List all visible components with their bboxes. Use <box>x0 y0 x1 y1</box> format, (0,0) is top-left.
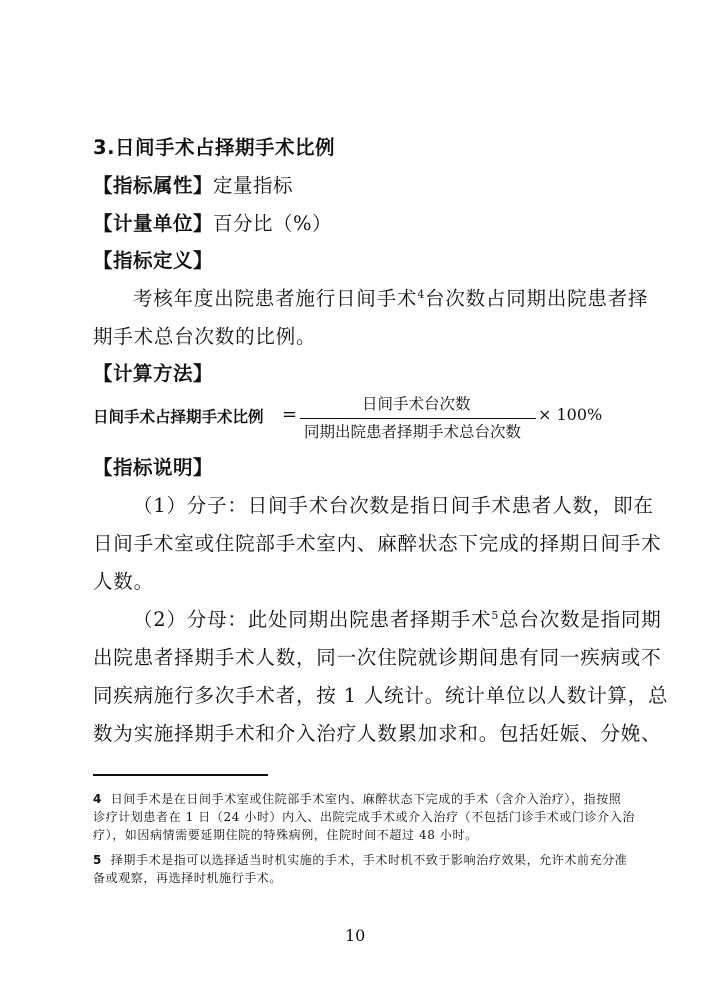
footnote-rule <box>93 774 268 776</box>
explanation-p1-line2: 日间手术室或住院部手术室内、麻醉状态下完成的择期日间手术 <box>93 532 662 555</box>
section-number: 3. <box>93 136 115 159</box>
explanation-p1-line1: （1）分子：日间手术台次数是指日间手术患者人数，即在 <box>133 494 654 517</box>
explanation-p2-line2: 出院患者择期手术人数，同一次住院就诊期间患有同一疾病或不 <box>93 646 662 669</box>
attribute-label: 【指标属性】 <box>93 174 214 197</box>
explanation-label: 【指标说明】 <box>93 456 214 479</box>
unit-row <box>93 208 332 236</box>
formula-multiplier: × 100% <box>538 405 603 424</box>
explanation-p1-line3: 人数。 <box>93 570 154 593</box>
footnote-5-number: 5 <box>93 853 102 867</box>
formula-equals: = <box>282 404 298 425</box>
explanation-p2-line4: 数为实施择期手术和介入治疗人数累加求和。包括妊娠、分娩、 <box>93 722 662 745</box>
formula-denominator: 同期出院患者择期手术总台次数 <box>304 423 522 441</box>
formula-left: 日间手术占择期手术比例 <box>93 408 264 426</box>
method-label: 【计算方法】 <box>93 362 214 385</box>
definition-label: 【指标定义】 <box>93 249 214 272</box>
definition-text-b: 台次数占同期出院患者择 <box>425 287 649 310</box>
footnote-4-line2: 诊疗计划患者在 1 日（24 小时）内入、出院完成手术或介入治疗（不包括门诊手术或门诊介入治 <box>93 810 635 824</box>
explanation-p2-line3: 同疾病施行多次手术者，按 1 人统计。统计单位以人数计算，总 <box>93 684 669 707</box>
p2-text-a: （2）分母：此处同期出院患者择期手术 <box>133 608 492 631</box>
footnote-5-line1: 择期手术是指可以选择适当时机实施的手术，手术时机不致于影响治疗效果，允许术前充分准 <box>110 853 628 867</box>
footnote-4-number: 4 <box>93 792 102 806</box>
footnote-5-line2: 备或观察，再选择时机施行手术。 <box>93 871 283 885</box>
footnote-5 <box>93 851 627 887</box>
footnote-4-line3: 疗），如因病情需要延期住院的特殊病例，住院时间不超过 48 小时。 <box>93 828 478 842</box>
explanation-p2-line1 <box>133 604 662 632</box>
page-number: 10 <box>345 926 366 945</box>
p2-text-b: 总台次数是指同期 <box>499 608 662 631</box>
section-title <box>93 132 335 160</box>
footnote-ref-5: 5 <box>491 609 500 622</box>
footnote-4 <box>93 790 635 844</box>
definition-line-1 <box>133 283 648 311</box>
formula-numerator: 日间手术台次数 <box>362 395 471 413</box>
definition-text-a: 考核年度出院患者施行日间手术 <box>133 287 418 310</box>
definition-line-2: 期手术总台次数的比例。 <box>93 325 317 348</box>
footnote-4-line1: 日间手术是在日间手术室或住院部手术室内、麻醉状态下完成的手术（含介入治疗），指按照 <box>110 792 622 806</box>
unit-value: 百分比（%） <box>213 212 333 235</box>
unit-label: 【计量单位】 <box>93 212 214 235</box>
attribute-value: 定量指标 <box>213 174 294 197</box>
attribute-row <box>93 170 293 198</box>
footnote-ref-4: 4 <box>417 288 426 301</box>
section-title-text: 日间手术占择期手术比例 <box>114 136 335 159</box>
